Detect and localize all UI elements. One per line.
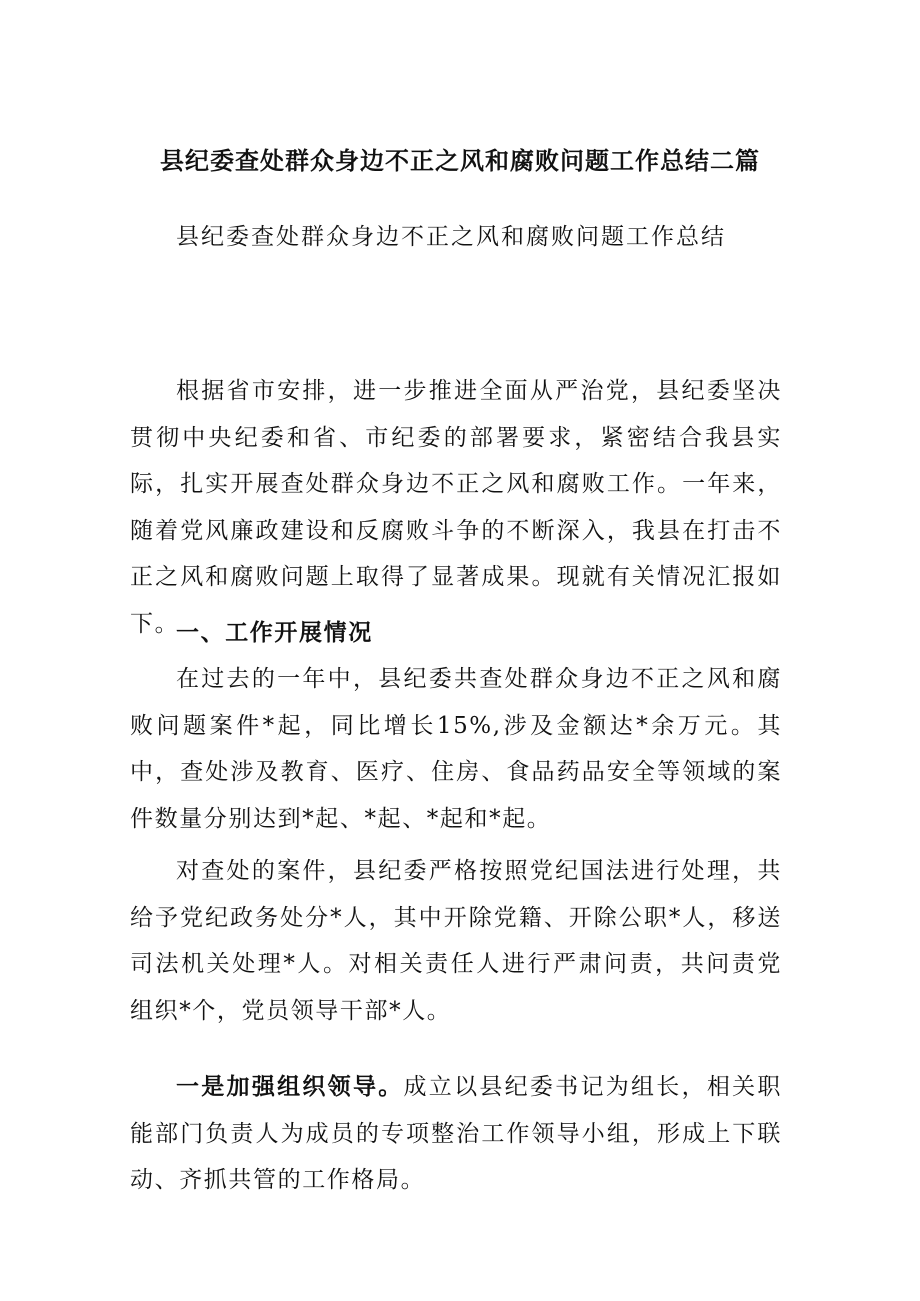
case-handling-paragraph: 对查处的案件，县纪委严格按照党纪国法进行处理，共给予党纪政务处分*人，其中开除党籍、开除公职*人，移送司法机关处理*人。对相关责任人进行严肃问责，共问责党组织*个，党员领导干部*人。: [130, 858, 782, 1024]
case-statistics-paragraph: 在过去的一年中，县纪委共查处群众身边不正之风和腐败问题案件*起，同比增长15%,涉及金额达*余万元。其中，查处涉及教育、医疗、住房、食品药品安全等领域的案件数量分别达到*起、*起、*起和*起。: [130, 666, 782, 832]
intro-paragraph: 根据省市安排，进一步推进全面从严治党，县纪委坚决贯彻中央纪委和省、市纪委的部署要求，紧密结合我县实际，扎实开展查处群众身边不正之风和腐败工作。一年来，随着党风廉政建设和反腐败斗争的不断深入，我县在打击不正之风和腐败问题上取得了显著成果。现就有关情况汇报如下。: [130, 378, 782, 637]
point-lead-text: 一是加强组织领导。: [176, 1073, 404, 1100]
section-heading-work-progress: 一、工作开展情况: [176, 619, 373, 646]
point-organization-leadership: [130, 1064, 782, 1204]
document-title: 县纪委查处群众身边不正之风和腐败问题工作总结二篇: [160, 146, 760, 175]
point-body-text: 成立以县纪委书记为组长，相关职能部门负责人为成员的专项整治工作领导小组，形成上下联动、齐抓共管的工作格局。: [130, 1074, 783, 1193]
document-subtitle: 县纪委查处群众身边不正之风和腐败问题工作总结: [176, 224, 726, 250]
